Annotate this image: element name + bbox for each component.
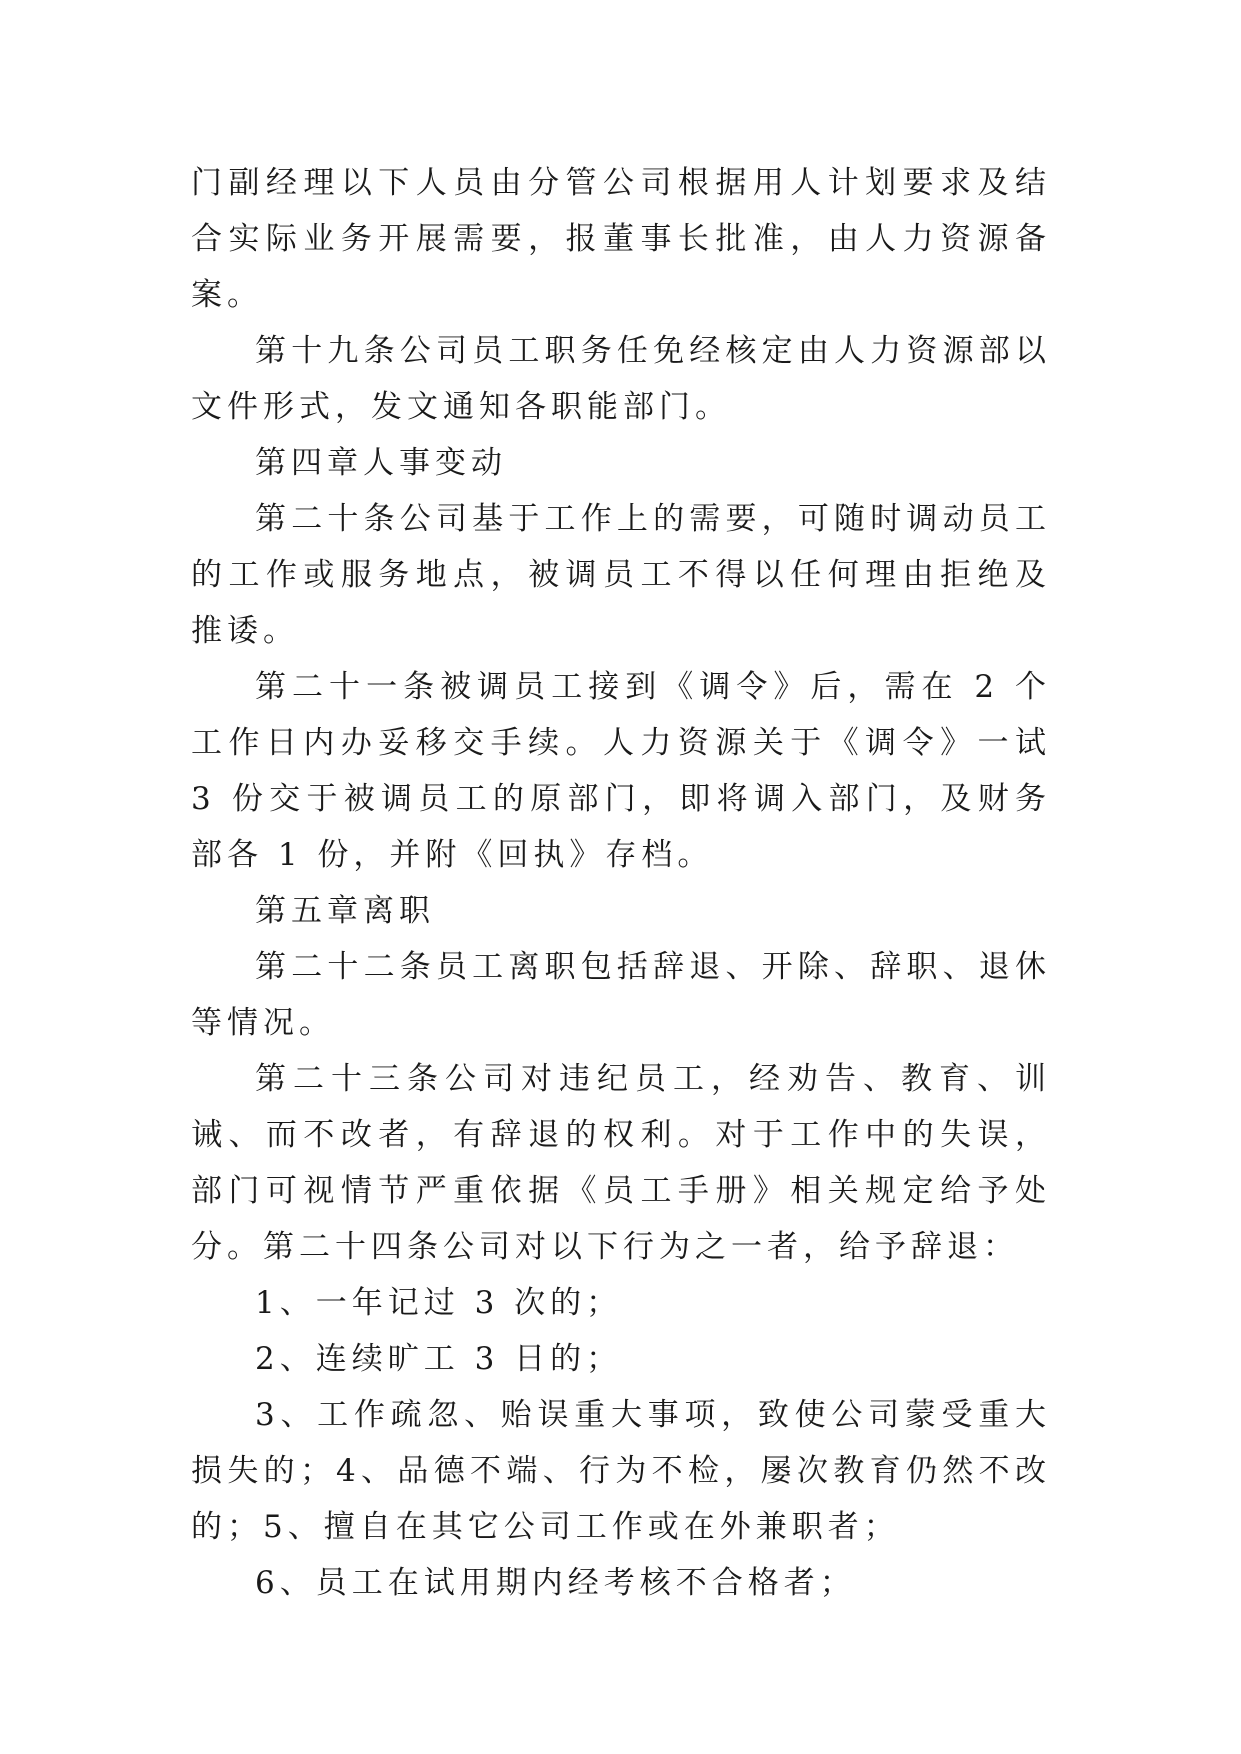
document-body [191, 155, 1051, 1611]
list-item-2: 2、连续旷工 3 日的； [255, 1341, 623, 1377]
paragraph-article-23-24: 第二十三条公司对违纪员工，经劝告、教育、训诫、而不改者，有辞退的权利。对于工作中的失误，部门可视情节严重依据《员工手册》相关规定给予处分。第二十四条公司对以下行为之一者，给予辞退： [191, 1061, 1051, 1265]
list-item-1: 1、一年记过 3 次的； [255, 1285, 623, 1321]
list-item-3-5: 3、工作疏忽、贻误重大事项，致使公司蒙受重大损失的；4、品德不端、行为不检，屡次教育仍然不改的；5、擅自在其它公司工作或在外兼职者； [191, 1397, 1051, 1545]
paragraph-article-21: 第二十一条被调员工接到《调令》后，需在 2 个工作日内办妥移交手续。人力资源关于《调令》一试 3 份交于被调员工的原部门，即将调入部门，及财务部各 1 份，并附《回执》存档。 [191, 669, 1051, 873]
paragraph-article-19: 第十九条公司员工职务任免经核定由人力资源部以文件形式，发文通知各职能部门。 [191, 333, 1051, 425]
chapter-heading-5: 第五章离职 [255, 893, 435, 929]
list-item-6: 6、员工在试用期内经考核不合格者； [255, 1565, 856, 1601]
paragraph-article-20: 第二十条公司基于工作上的需要，可随时调动员工的工作或服务地点，被调员工不得以任何理由拒绝及推诿。 [191, 501, 1051, 649]
chapter-heading-4: 第四章人事变动 [255, 445, 507, 481]
paragraph-continuation: 门副经理以下人员由分管公司根据用人计划要求及结合实际业务开展需要，报董事长批准，由人力资源备案。 [191, 165, 1051, 313]
paragraph-article-22: 第二十二条员工离职包括辞退、开除、辞职、退休等情况。 [191, 949, 1051, 1041]
